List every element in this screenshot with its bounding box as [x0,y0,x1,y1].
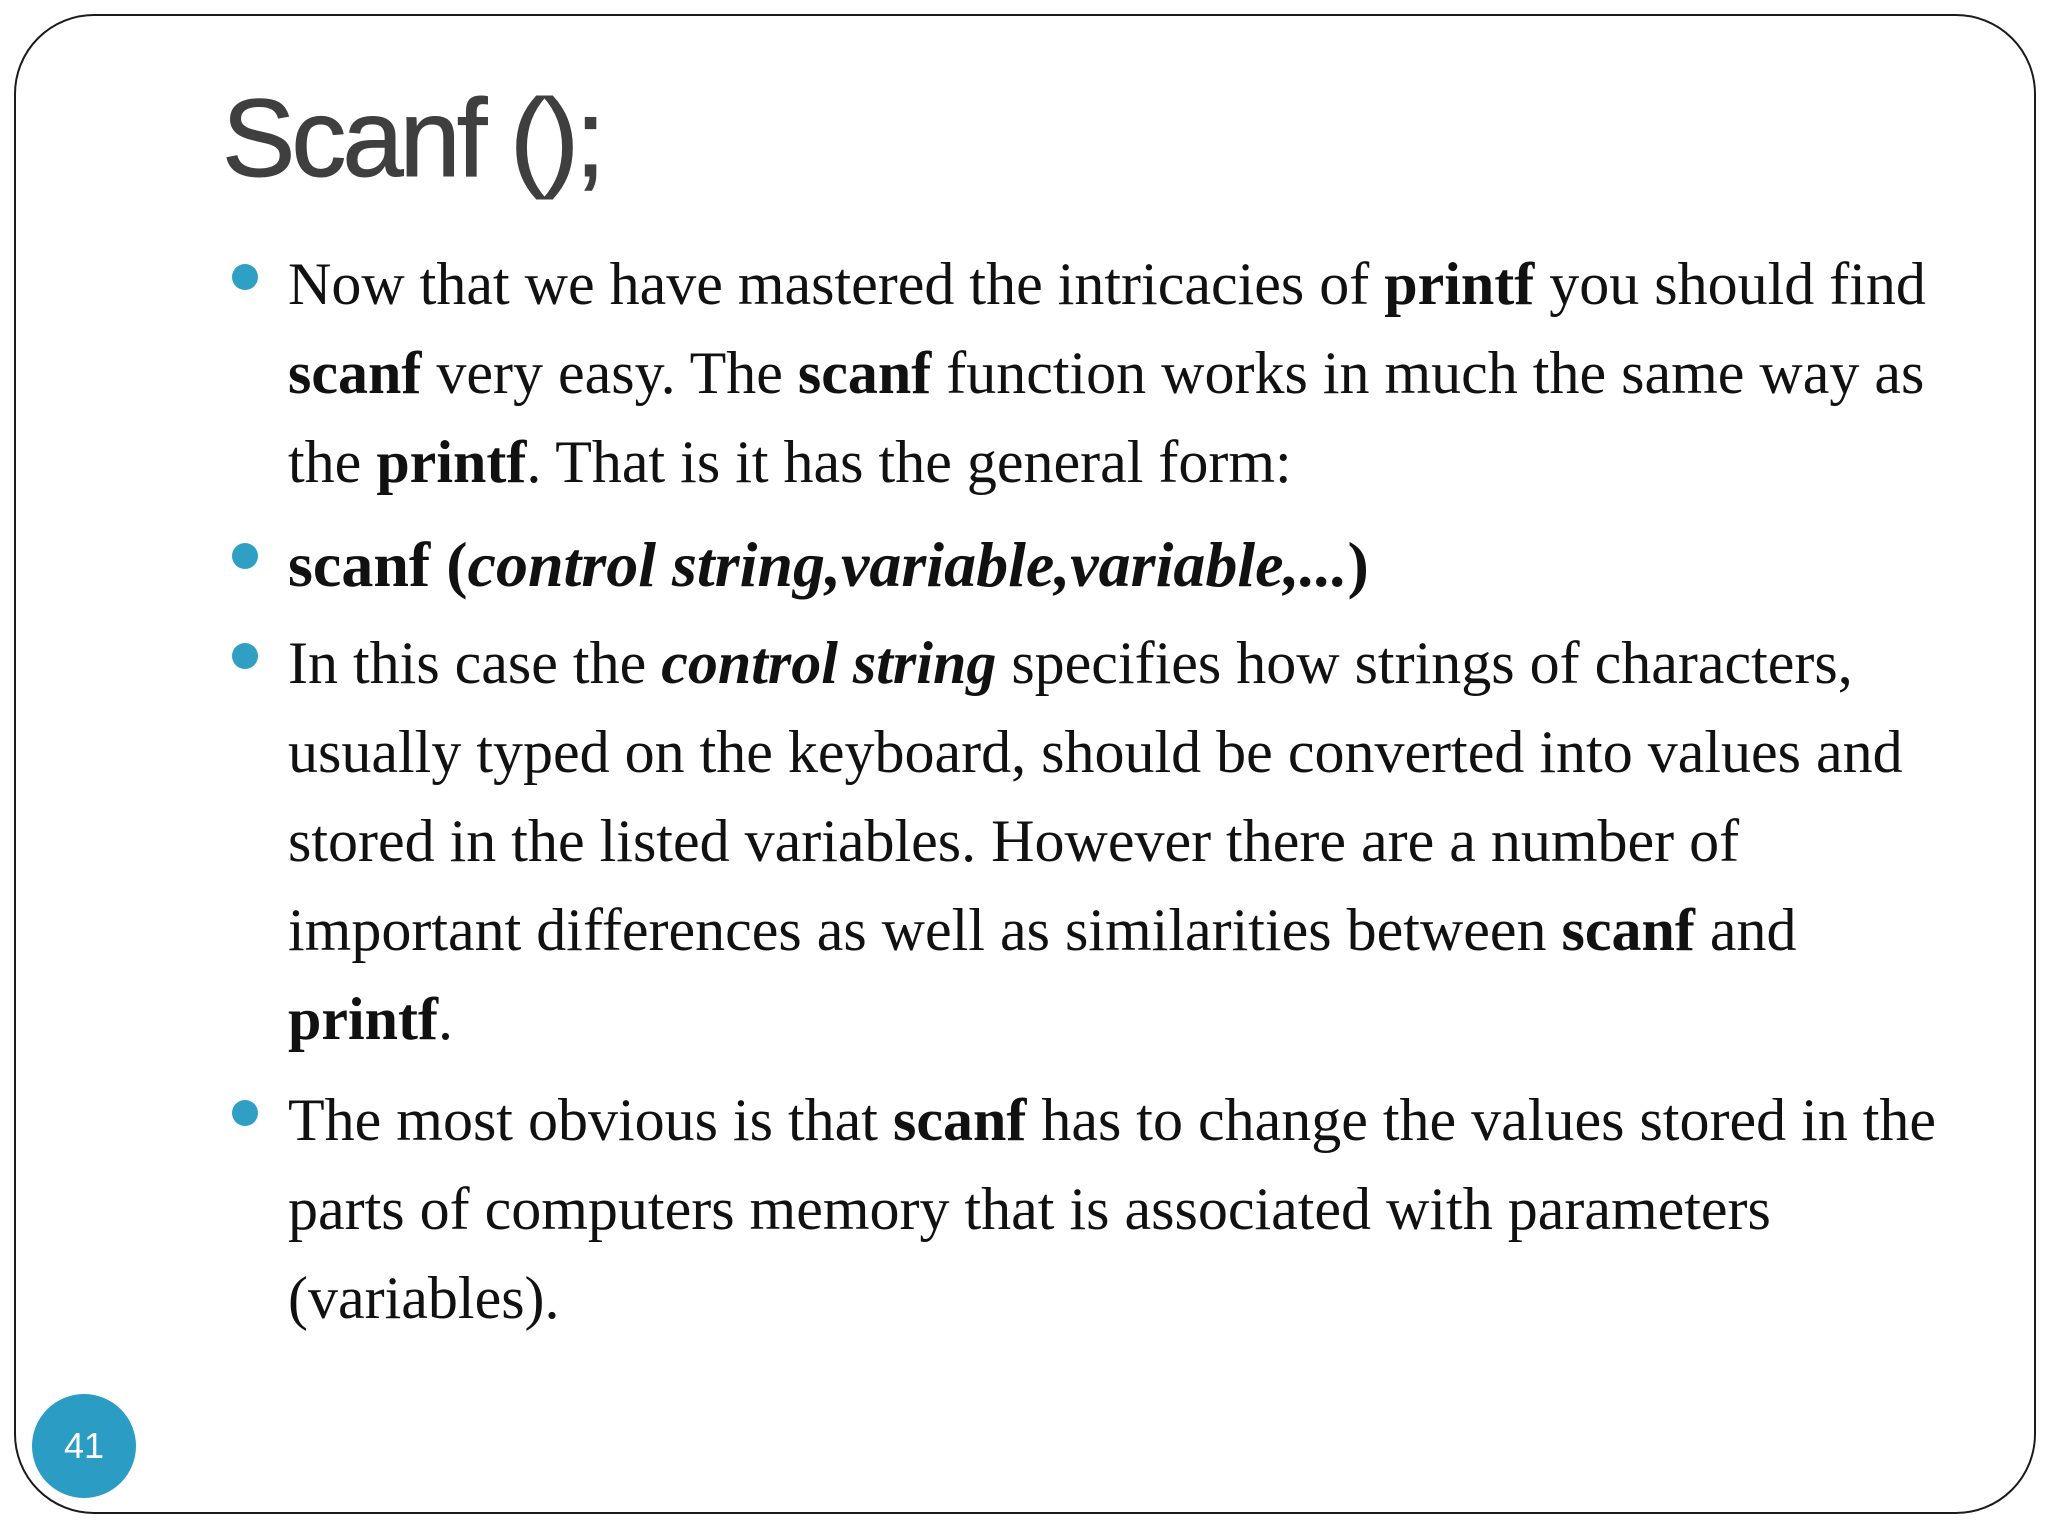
bullet-dot-icon [232,543,258,569]
bullet-list [222,240,1942,1355]
bullet-item: Now that we have mastered the intricacies of printf you should find scanf very easy. The scanf function works in much the same way as the printf. That is it has the general form: [222,240,1942,507]
bullet-dot-icon [232,643,258,669]
bullet-dot-icon [232,264,258,290]
bullet-item-formula: scanf (control string,variable,variable,...) [222,519,1942,611]
page-number-badge: 41 [32,1394,136,1498]
slide-title: Scanf (); [222,77,602,200]
bullet-item: In this case the control string specifies how strings of characters, usually typed on the keyboard, should be converted into values and stored in the listed variables. However there are a number of important differences as well as similarities between scanf and printf. [222,619,1942,1064]
bullet-dot-icon [232,1100,258,1126]
bullet-item: The most obvious is that scanf has to change the values stored in the parts of computers memory that is associated with parameters (variables). [222,1076,1942,1343]
